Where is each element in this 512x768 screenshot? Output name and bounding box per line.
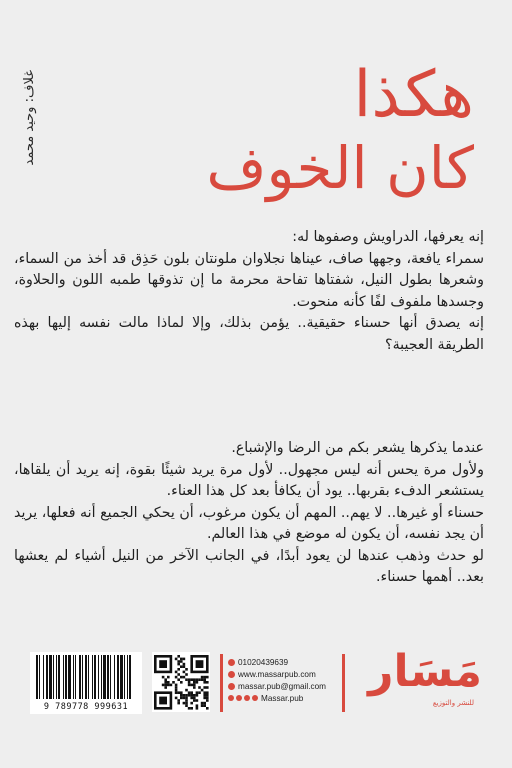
- cover-designer-credit: غلاف: وحيد محمد: [22, 70, 37, 166]
- blurb-line: حسناء أو غيرها.. لا يهم.. المهم أن يكون مرغوب، أن يحكي الجميع أنه فعلها، يريد أن يجد نفسه، أن يكون له موضع في هذا العالم.: [14, 504, 484, 542]
- phone-row: [228, 656, 340, 668]
- title-line-2: كان الخوف: [206, 133, 474, 202]
- phone-number: 01020439639: [238, 657, 289, 667]
- email-icon: [228, 683, 235, 690]
- website-link[interactable]: www.massarpub.com: [238, 669, 316, 679]
- blurb-line: لو حدث وذهب عندها لن يعود أبدًا، في الجانب الآخر من النيل أشياء لم يعشها بعد.. أهمها حسناء.: [14, 547, 484, 585]
- title-line-1: هكذا: [353, 58, 474, 132]
- globe-icon: [228, 671, 235, 678]
- isbn-barcode: [30, 652, 142, 714]
- barcode-bars: [34, 655, 138, 699]
- social-row[interactable]: [228, 692, 340, 704]
- publisher-logo: [350, 646, 482, 714]
- facebook-icon: [228, 695, 234, 701]
- qr-code: [152, 652, 210, 712]
- blurb-line: سمراء يافعة، وجهها صاف، عيناها نجلاوان ملونتان بلون حَذِق قد أخذ من السماء، وشعرها بطول النيل، شفتاها تفاحة محرمة ما إن تذوقها طمبه اللون والحلاوة، وجسدها ملفوف لفًا كأنه منحوت.: [14, 250, 484, 310]
- blurb-section-2: [14, 438, 484, 589]
- blurb-line: إنه يصدق أنها حسناء حقيقية.. يؤمن بذلك، وإلا لماذا مالت نفسه إليها بهذه الطريقة العجيبة؟: [14, 315, 484, 353]
- publisher-tagline: للنشر والتوزيع: [432, 699, 474, 707]
- book-title: [174, 60, 474, 201]
- blurb-line: إنه يعرفها، الدراويش وصفوها له:: [292, 229, 484, 245]
- blurb-section-1: [14, 227, 484, 356]
- email-row[interactable]: [228, 680, 340, 692]
- publisher-logo-text: مَسَار: [368, 646, 482, 697]
- footer-divider: [220, 654, 223, 712]
- blurb-line: ولأول مرة يحس أنه ليس مجهول.. لأول مرة يريد شيئًا بقوة، إنه يريد أن يلقاها، يستشعر الدفء بقربها.. يود أن يكافأ بعد كل هذا العناء.: [14, 461, 484, 499]
- footer-divider: [342, 654, 345, 712]
- youtube-icon: [252, 695, 258, 701]
- twitter-icon: [244, 695, 250, 701]
- footer: [30, 646, 482, 714]
- publisher-contacts: [228, 656, 340, 704]
- social-handle[interactable]: Massar.pub: [261, 693, 304, 703]
- social-icons: [228, 695, 258, 701]
- email-link[interactable]: massar.pub@gmail.com: [238, 681, 326, 691]
- website-row[interactable]: [228, 668, 340, 680]
- qr-code-icon: [152, 652, 210, 712]
- isbn-number: 9 789778 999631: [43, 702, 129, 712]
- blurb-line: عندما يذكرها يشعر بكم من الرضا والإشباع.: [231, 440, 484, 456]
- instagram-icon: [236, 695, 242, 701]
- phone-icon: [228, 659, 235, 666]
